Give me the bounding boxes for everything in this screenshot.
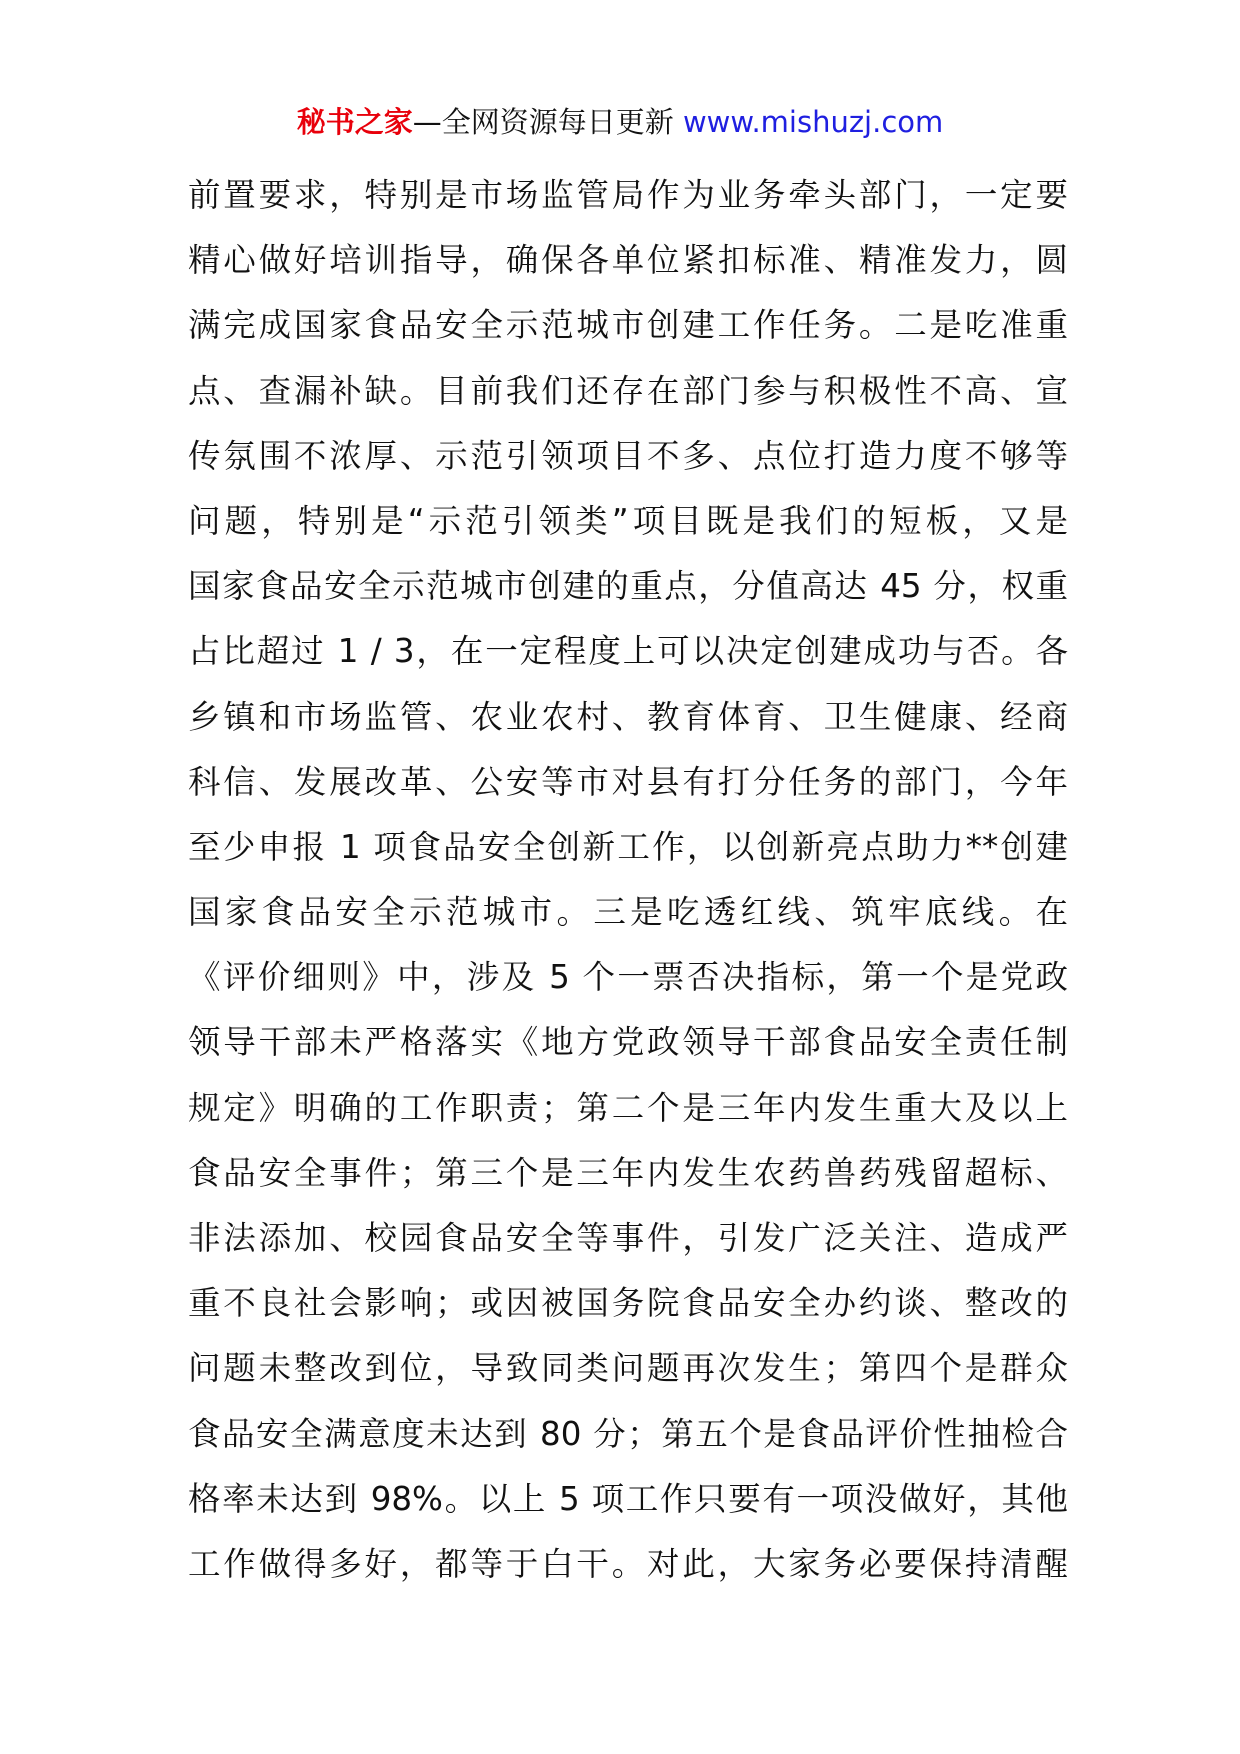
text-line: 问题未整改到位，导致同类问题再次发生；第四个是群众 <box>188 1349 1068 1388</box>
text-line: 食品安全满意度未达到 80 分；第五个是食品评价性抽检合 <box>188 1414 1068 1453</box>
text-line: 领导干部未严格落实《地方党政领导干部食品安全责任制 <box>188 1023 1068 1062</box>
text-line: 至少申报 1 项食品安全创新工作，以创新亮点助力**创建 <box>188 827 1068 866</box>
text-line: 精心做好培训指导，确保各单位紧扣标准、精准发力，圆 <box>188 241 1068 280</box>
site-header <box>0 100 1240 144</box>
text-line: 国家食品安全示范城市。三是吃透红线、筑牢底线。在 <box>188 893 1068 932</box>
text-line: 食品安全事件；第三个是三年内发生农药兽药残留超标、 <box>188 1153 1068 1192</box>
text-line: 问题，特别是“示范引领类”项目既是我们的短板，又是 <box>188 501 1068 540</box>
text-line: 国家食品安全示范城市创建的重点，分值高达 45 分，权重 <box>188 567 1068 606</box>
site-url-link[interactable]: www.mishuzj.com <box>682 105 944 139</box>
document-body <box>188 163 1068 1597</box>
text-line: 满完成国家食品安全示范城市创建工作任务。二是吃准重 <box>188 306 1068 345</box>
text-line: 占比超过 1 / 3，在一定程度上可以决定创建成功与否。各 <box>188 632 1068 671</box>
text-line: 乡镇和市场监管、农业农村、教育体育、卫生健康、经商 <box>188 697 1068 736</box>
site-tagline: —全网资源每日更新 <box>412 105 674 139</box>
text-line: 科信、发展改革、公安等市对县有打分任务的部门，今年 <box>188 762 1068 801</box>
text-line: 重不良社会影响；或因被国务院食品安全办约谈、整改的 <box>188 1284 1068 1323</box>
text-line: 规定》明确的工作职责；第二个是三年内发生重大及以上 <box>188 1088 1068 1127</box>
site-brand: 秘书之家 <box>296 105 413 139</box>
text-line: 格率未达到 98%。以上 5 项工作只要有一项没做好，其他 <box>188 1479 1068 1518</box>
text-line: 非法添加、校园食品安全等事件，引发广泛关注、造成严 <box>188 1219 1068 1257</box>
text-line: 前置要求，特别是市场监管局作为业务牵头部门，一定要 <box>188 176 1068 214</box>
text-line: 传氛围不浓厚、示范引领项目不多、点位打造力度不够等 <box>188 436 1068 475</box>
text-line: 点、查漏补缺。目前我们还存在部门参与积极性不高、宣 <box>188 371 1068 410</box>
text-line: 工作做得多好，都等于白干。对此，大家务必要保持清醒 <box>188 1544 1068 1583</box>
text-line: 《评价细则》中，涉及 5 个一票否决指标，第一个是党政 <box>188 958 1068 997</box>
